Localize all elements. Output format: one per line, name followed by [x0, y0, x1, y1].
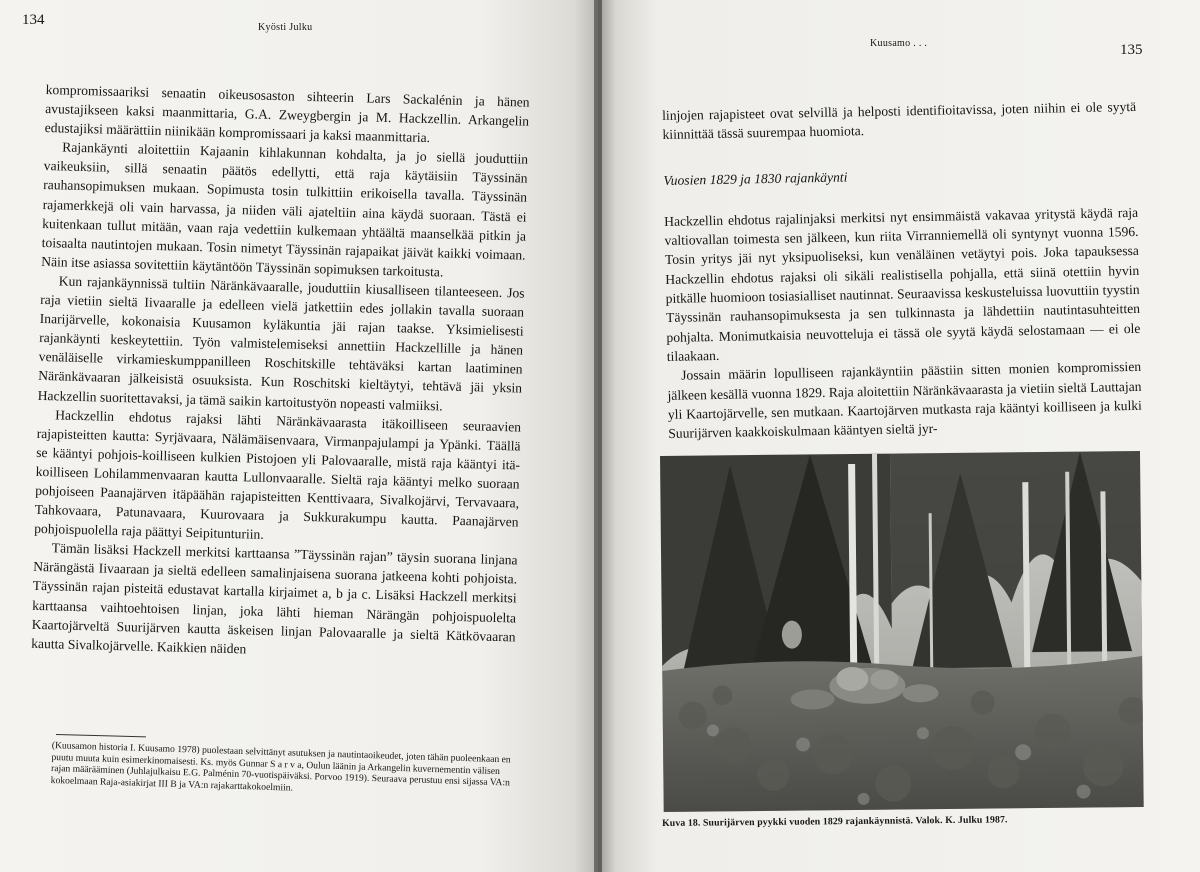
left-page	[0, 0, 598, 872]
forest-photo	[660, 451, 1144, 812]
footnote-rule	[56, 734, 146, 737]
paragraph: linjojen rajapisteet ovat selvillä ja helposti identifioitavissa, joten niihin ei ole syytä kiinnittää tässä suurempaa huomiota.	[662, 98, 1137, 143]
body-text-right	[662, 97, 1142, 443]
paragraph: Rajankäynti aloitettiin Kajaanin kihlakunnan kohdalta, ja jo siellä jouduttiin vaikeuksiin, sillä senaatin päätös edellytti, että raja käytäisiin Täyssinän rauhansopimuksen mukaan. Sopimusta tosin tulkittiin erikoisella tavalla. Täyssinän rajamerkkejä oli vain harvassa, ja niiden väli ajateltiin aina käydä suoraan. Tästä ei kuitenkaan tullut mitään, vaan raja vedettiin kulkemaan yhtäältä maanselkää pitkin ja toisaalta nautintojen mukaan. Tosin nimetyt Täyssinän rajapaikat jäivät kaikki voimaan. Näin itse asiassa sovitettiin käytäntöön Täyssinän sopimuksen tarkoitusta.	[41, 139, 529, 280]
paragraph: kompromissaariksi senaatin oikeusosaston sihteerin Lars Sackalénin ja hänen avustajikseen kaksi maanmittaria, G.A. Zweygbergin ja M. Hackzellin. Arkangelin edustajiksi määrättiin niinikään kompromissaari ja kaksi maanmittaria.	[44, 81, 530, 146]
paragraph: Tämän lisäksi Hackzell merkitsi karttaansa ”Täyssinän rajan” täysin suorana linjana Närängästä Iivaaraan ja sieltä edelleen samalinjaisena suorana jatkeena kohti pohjoista. Täyssinän rajan pisteitä edustavat kartalla kirjaimet a, b ja c. Lisäksi Hackzell merkitsi karttaansa vaihtoehtoisen linjan, joka lähti hieman Närängän pohjoispuolelta Kaartojärveltä Suurijärven kautta äskeisen linjan Palovaaralle ja sieltä Kätkövaaran kautta Sivalkojärvelle. Kaikkien näiden	[31, 540, 518, 657]
right-page	[598, 0, 1200, 872]
page-number-right: 135	[1120, 42, 1143, 58]
paragraph: Hackzellin ehdotus rajaksi lähti Näränkävaarasta itäkoilliseen seuraavien rajapisteitten kautta: Syrjävaara, Nälämäisenvaara, Virmanpajulampi ja Ypänki. Täällä se kääntyi pohjois-koilliseen kulkien Pistojoen yli Palovaaralle, mistä raja kääntyi itä-koilliseen Lohilammenvaaran kautta Lullonvaaralle. Sieltä raja kääntyi melko suoraan pohjoiseen Paanajärven itäpäähän rajapisteitten Kenttivaara, Sivalkojärvi, Tervavaara, Tahkovaara, Patunavaara, Kuurovaara ja Sukkurakumpu kautta. Paanajärven pohjoispuolella raja päättyi Seipitunturiin.	[34, 406, 522, 543]
paragraph: Hackzellin ehdotus rajalinjaksi merkitsi nyt ensimmäistä vakavaa yritystä käydä raja valtiovallan toimesta sen jälkeen, kun riita Virranniemellä oli syntynyt vuonna 1596. Tosin yritys jäi nyt yksipuoliseksi, kun venäläinen vetäytyi pois. Joka tapauksessa Hackzellin ehdotus rajaksi oli sikäli realistisella pohjalla, että siinä otettiin hyvin pitkälle huomioon tosiasialliset nautinnat. Seuraavissa keskusteluissa luovuttiin tyystin Täyssinän rauhansopimuksesta ja sen tulkinnasta ja lähdettiin nautintasuhteitten pohjalta. Monimutkaisia neuvotteluja ei tässä ole syytä käydä selostamaan — ei ole tilaakaan.	[664, 204, 1141, 364]
book-gutter	[594, 0, 602, 872]
footnote	[51, 740, 522, 801]
section-heading: Vuosien 1829 ja 1830 rajankäynti	[663, 169, 848, 188]
body-text-left	[31, 80, 530, 665]
paragraph: Kun rajankäynnissä tultiin Näränkävaaralle, jouduttiin kiusalliseen tilanteeseen. Jos raja vietiin sieltä Iivaaralle ja edelleen vielä jatkettiin edes jollakin tavalla suoraan Inarijärvelle, kokonaisia Kuusamon kyläkuntia jäi rajan taakse. Yksimielisesti rajankäynti keskeytettiin. Työn valmistelemiseksi annettiin Hackzellille ja hänen venäläiselle virkamieskumppanilleen Roschitskille tehtäväksi kartan laatiminen Näränkävaaran jälkeisistä osuuksista. Kun Roschitski kieltäytyi, tehtävä jäi yksin Hackzellin suoritettavaksi, ja tämä saikin kartoitustyön nopeasti valmiiksi.	[37, 273, 525, 413]
paragraph: Jossain määrin lopulliseen rajankäyntiin päästiin sitten monien kompromissien jälkeen kesällä vuonna 1829. Raja aloitettiin Näränkävaarasta ja vietiin sieltä Lauttajan yli Kaartojärvelle, sen mutkaan. Kaartojärven mutkasta raja kääntyi koilliseen ja kulki Suurijärven kaakkoiskulmaan kääntyen sieltä jyr-	[667, 359, 1142, 442]
running-head-right: Kuusamo . . .	[870, 38, 928, 49]
running-head-left: Kyösti Julku	[258, 22, 313, 33]
footnote-text: (Kuusamon historia I. Kuusamo 1978) puolestaan selvittänyt asutuksen ja nautintaoikeudet, joten tähän puoleenkaan en puutu muuta kuin esimerkinomaisesti. Ks. myös Gunnar S a r v a, Oulun läänin ja Arkangelin kuvernementin välisen rajan määrääminen (Juhlajulkaisu E.G. Palménin 70-vuotispäiväksi. Porvoo 1919). Seuraava perustuu ensi sijassa VA:n kokoelmaan Raja-asiakirjat III B ja VA:n rajakarttakokoelmiin.	[50, 740, 511, 794]
photo-caption: Kuva 18. Suurijärven pyykki vuoden 1829 rajankäynnistä. Valok. K. Julku 1987.	[662, 814, 1008, 829]
page-number-left: 134	[22, 12, 45, 28]
forest-photo-image	[660, 451, 1144, 812]
